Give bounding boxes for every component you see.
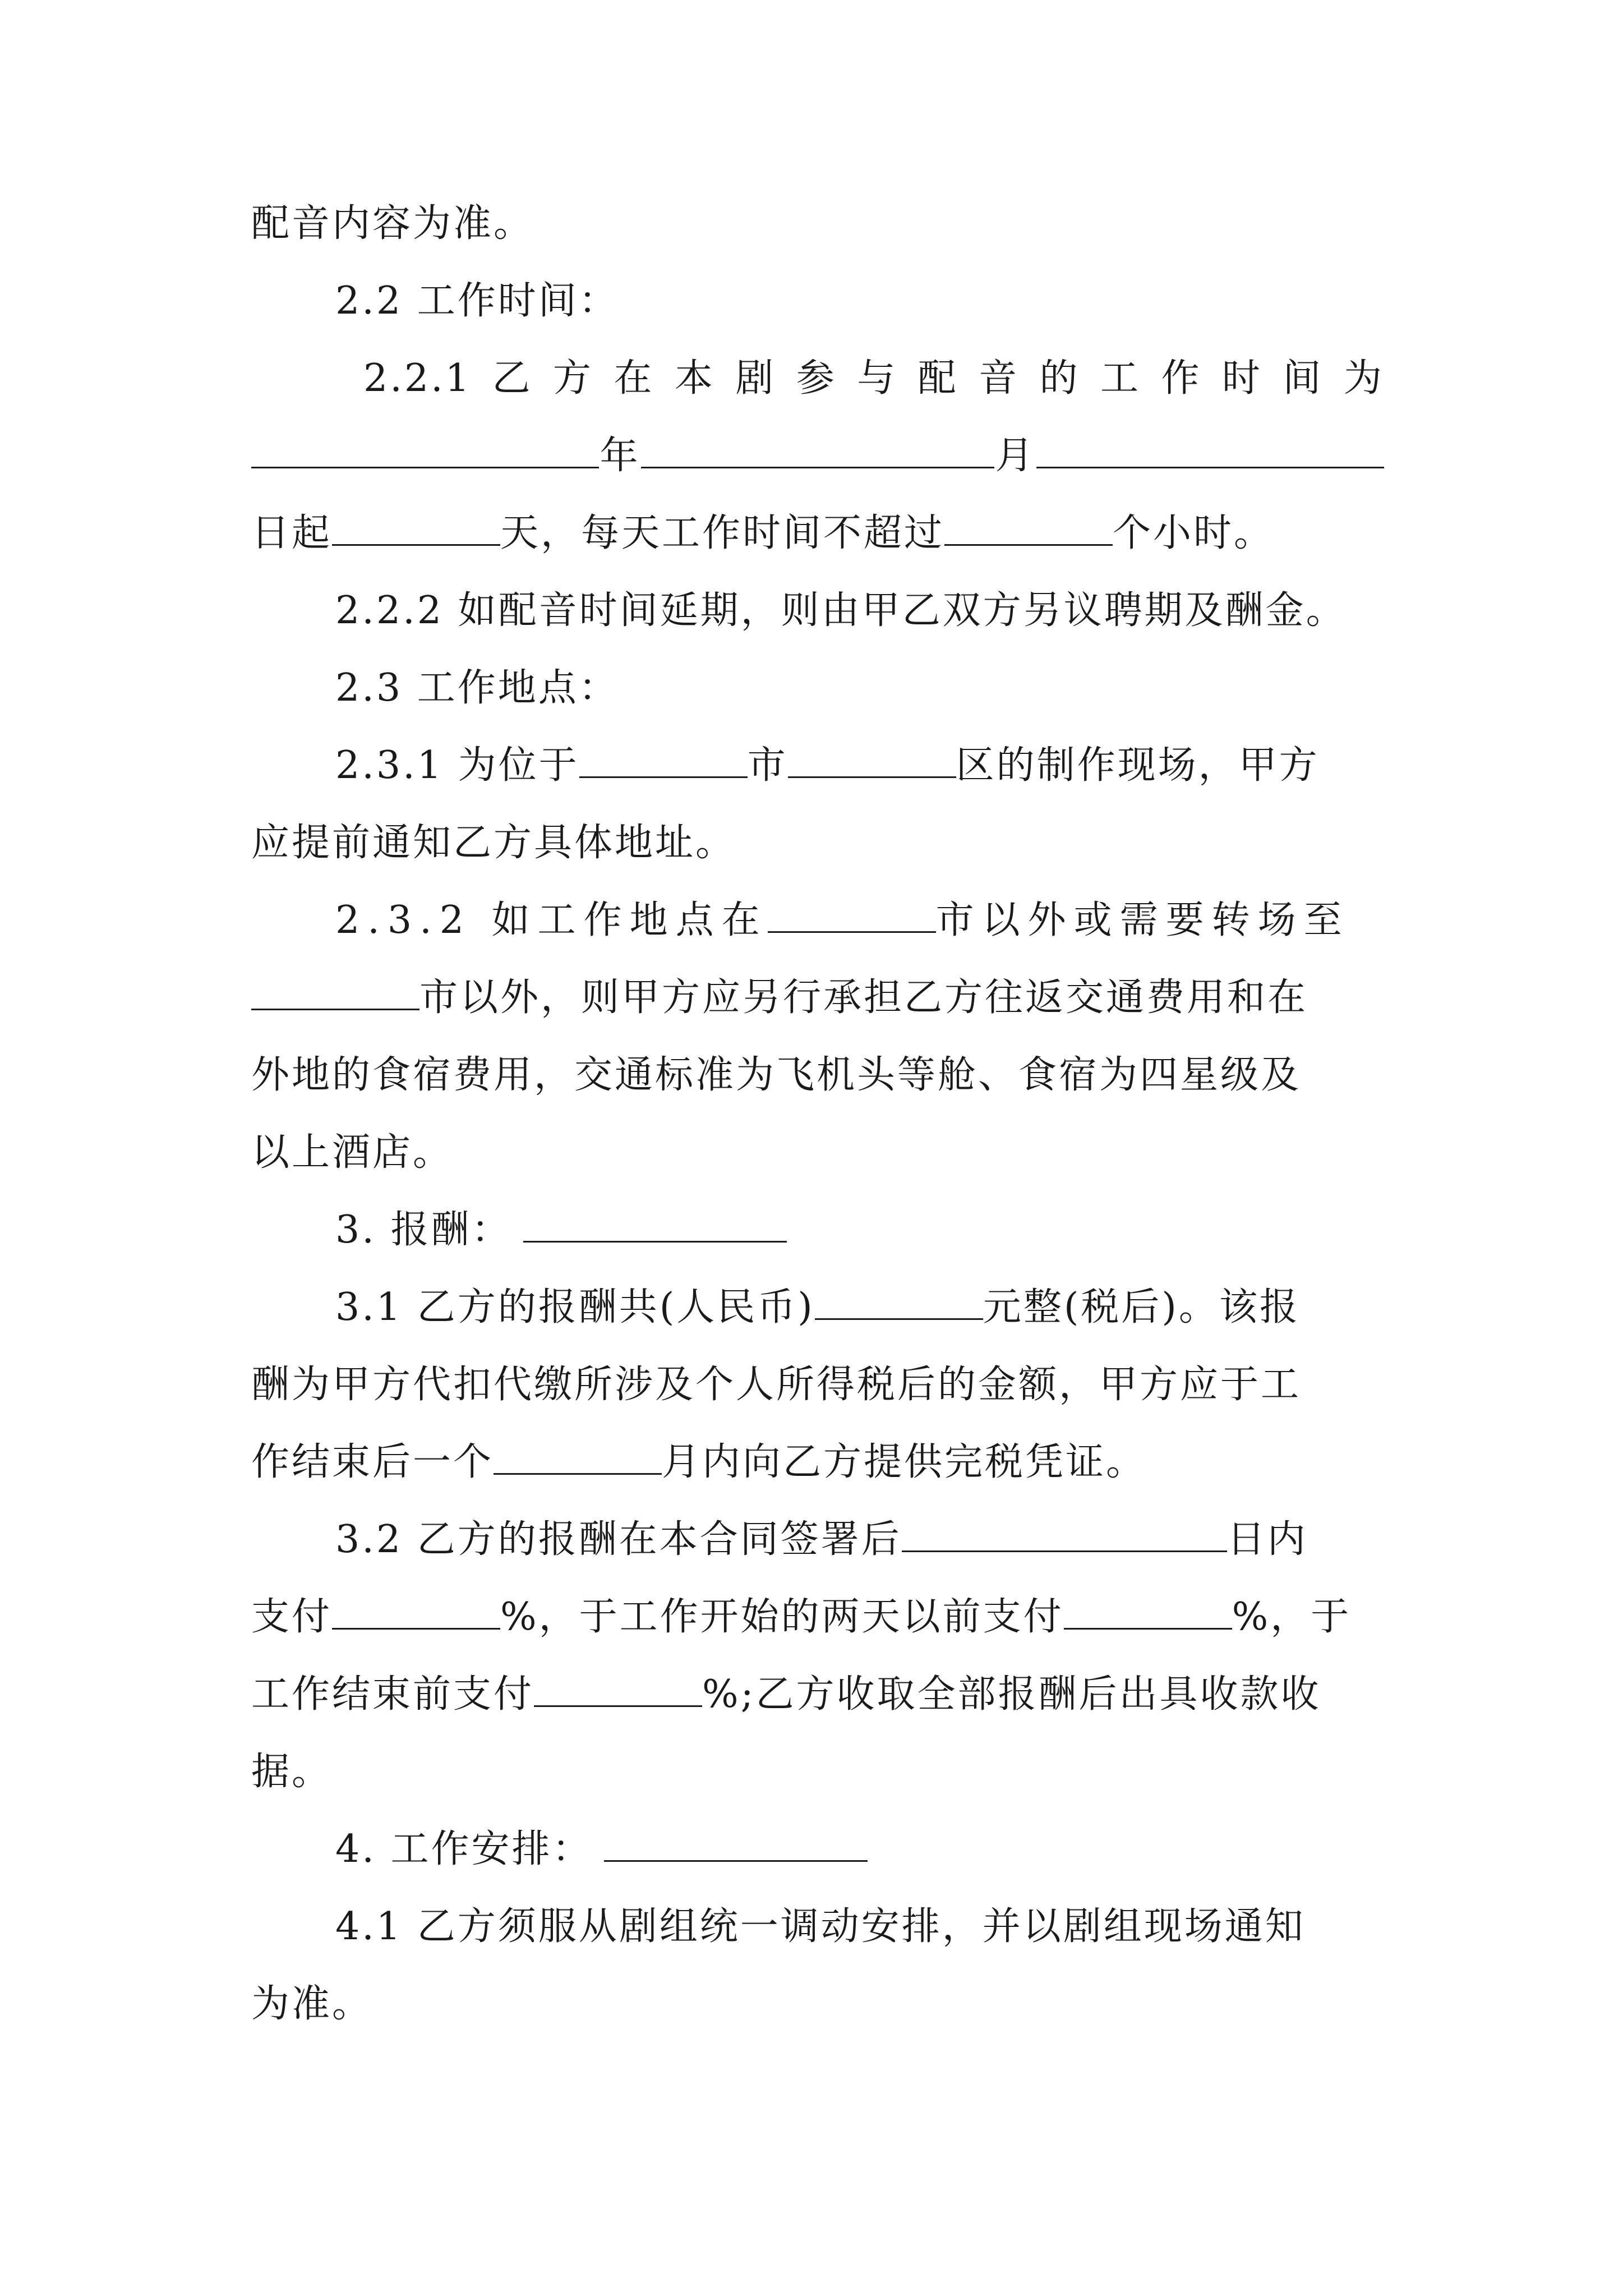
hours-blank: [944, 510, 1113, 546]
section-heading: [251, 1811, 1384, 1888]
section-heading: [251, 263, 1384, 340]
text: 个小时。: [1113, 511, 1275, 555]
text: 2.3.2 如工作地点在: [335, 898, 768, 942]
text: 月: [995, 434, 1036, 478]
days-blank: [332, 510, 500, 546]
text: 3.1 乙方的报酬共(人民币): [335, 1285, 815, 1329]
text-line: [251, 1966, 1384, 2043]
text-line: [251, 1114, 1384, 1191]
clause-2-2-2: [251, 572, 1384, 650]
clause-4-1: [251, 1888, 1384, 1966]
text: 酬为甲方代扣代缴所涉及个人所得税后的金额，甲方应于工: [251, 1363, 1302, 1407]
percent-blank: [534, 1672, 702, 1707]
char: 2.2.1: [363, 356, 472, 401]
text: 年: [600, 434, 640, 478]
text: 区的制作现场，甲方: [956, 743, 1320, 788]
text: 工作结束前支付: [251, 1672, 534, 1717]
city-blank: [251, 975, 419, 1010]
char: 音: [979, 356, 1020, 401]
months-blank: [494, 1439, 662, 1475]
district-blank: [788, 743, 956, 778]
clause-3-1: [251, 1269, 1384, 1346]
year-blank: [251, 433, 599, 468]
text-line: [251, 959, 1384, 1037]
text: 日起: [251, 511, 333, 555]
text: 4. 工作安排：: [335, 1827, 593, 1871]
remuneration-blank: [523, 1207, 787, 1243]
section-heading: [251, 650, 1384, 727]
clause-2-3-1: [251, 727, 1384, 804]
text: 为准。: [251, 1982, 373, 2026]
document-page: [251, 185, 1384, 2043]
char: 与: [857, 356, 898, 401]
char: 时: [1221, 356, 1262, 401]
text-line: [251, 1579, 1384, 1656]
char: 剧: [735, 356, 776, 401]
text-line: [251, 1424, 1384, 1501]
text: 支付: [251, 1595, 333, 1639]
char: 的: [1039, 356, 1080, 401]
text: 外地的食宿费用，交通标准为飞机头等舱、食宿为四星级及: [251, 1053, 1302, 1097]
clause-2-2-1: [251, 340, 1384, 417]
text-line: [251, 1037, 1384, 1114]
text: 月内向乙方提供完税凭证。: [662, 1440, 1147, 1484]
text-line: [251, 804, 1384, 882]
text: 4.1 乙方须服从剧组统一调动安排，并以剧组现场通知: [335, 1904, 1306, 1949]
text: 3. 报酬：: [335, 1208, 512, 1252]
day-blank: [1036, 433, 1384, 468]
text: 2.3 工作地点：: [335, 666, 619, 710]
clause-2-3-2: [251, 882, 1384, 959]
text-line: [251, 1346, 1384, 1424]
days-blank: [902, 1517, 1227, 1552]
text-line: [251, 185, 1384, 263]
text: 2.3.1 为位于: [335, 743, 579, 788]
char: 间: [1283, 356, 1324, 401]
char: 在: [614, 356, 654, 401]
text: 2.2 工作时间：: [335, 279, 619, 323]
text-line: [251, 495, 1384, 572]
char: 作: [1161, 356, 1202, 401]
text: 市: [747, 743, 788, 788]
date-blanks-line: [251, 417, 1384, 495]
text: 日内: [1227, 1517, 1308, 1562]
city-blank: [579, 743, 748, 778]
text: %，于工作开始的两天以前支付: [500, 1595, 1064, 1639]
text: 市以外，则甲方应另行承担乙方往返交通费用和在: [419, 976, 1308, 1020]
work-arrangement-blank: [604, 1826, 868, 1862]
text: 据。: [251, 1750, 333, 1794]
text: %，于: [1232, 1595, 1352, 1639]
text: %;乙方收取全部报酬后出具收款收: [702, 1672, 1321, 1717]
char: 乙: [492, 356, 533, 401]
char: 本: [674, 356, 715, 401]
text: 天，每天工作时间不超过: [500, 511, 945, 555]
text-line: [251, 1656, 1384, 1733]
char: 为: [1343, 356, 1384, 401]
char: 配: [917, 356, 958, 401]
text: 作结束后一个: [251, 1440, 494, 1484]
text: 元整(税后)。该报: [983, 1285, 1300, 1329]
percent-blank: [1064, 1594, 1232, 1630]
text: 市以外或需要转场至: [935, 898, 1350, 942]
percent-blank: [332, 1594, 500, 1630]
section-heading: [251, 1191, 1384, 1269]
text: 应提前通知乙方具体地址。: [251, 821, 736, 865]
text-line: [251, 1733, 1384, 1811]
text: 2.2.2 如配音时间延期，则由甲乙双方另议聘期及酬金。: [335, 588, 1347, 633]
char: 工: [1100, 356, 1141, 401]
city-blank: [768, 898, 936, 933]
text: 配音内容为准。: [251, 201, 534, 246]
text: 3.2 乙方的报酬在本合同签署后: [335, 1517, 902, 1562]
month-blank: [641, 433, 994, 468]
text: 以上酒店。: [251, 1130, 454, 1175]
amount-blank: [815, 1285, 983, 1320]
char: 参: [796, 356, 837, 401]
clause-3-2: [251, 1501, 1384, 1579]
char: 方: [552, 356, 593, 401]
